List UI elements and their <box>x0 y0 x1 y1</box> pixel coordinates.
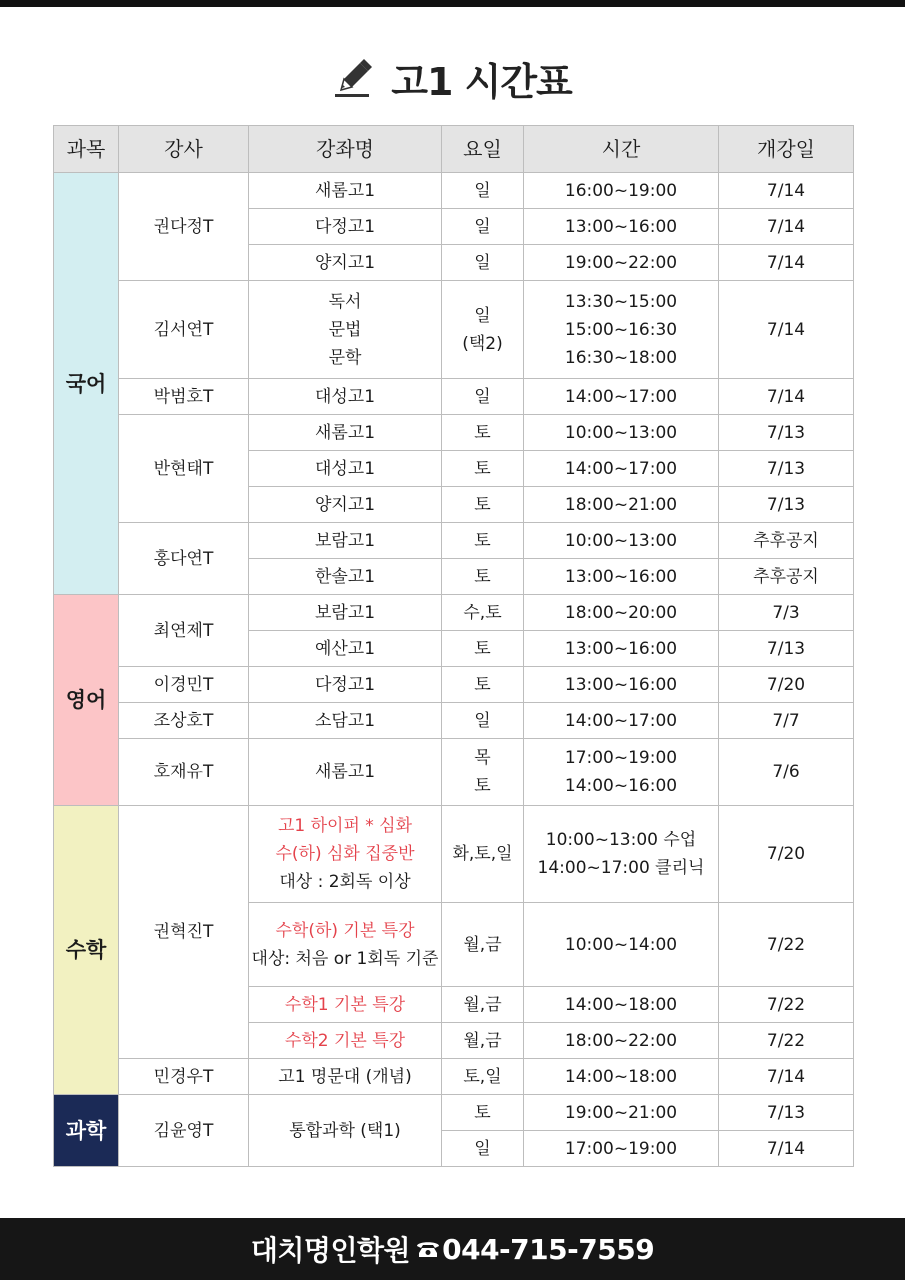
time-cell: 19:00~22:00 <box>524 245 719 281</box>
time-cell: 13:00~16:00 <box>524 631 719 667</box>
day-cell <box>442 281 524 379</box>
start-cell: 7/22 <box>719 903 854 987</box>
header-day: 요일 <box>442 126 524 173</box>
start-cell: 7/14 <box>719 173 854 209</box>
top-bar <box>0 0 905 7</box>
start-cell: 7/22 <box>719 987 854 1023</box>
start-cell: 7/14 <box>719 1131 854 1167</box>
time-line: 14:00~16:00 <box>564 776 678 796</box>
course-cell: 새롬고1 <box>249 173 442 209</box>
teacher-cell: 김서연T <box>119 281 249 379</box>
teacher-cell: 홍다연T <box>119 523 249 595</box>
time-cell <box>524 739 719 806</box>
table-row <box>54 1059 854 1095</box>
table-row <box>54 703 854 739</box>
time-cell: 14:00~18:00 <box>524 1059 719 1095</box>
time-cell: 18:00~21:00 <box>524 487 719 523</box>
time-cell: 14:00~17:00 <box>524 379 719 415</box>
start-cell: 7/14 <box>719 245 854 281</box>
start-cell: 7/14 <box>719 379 854 415</box>
subject-korean: 국어 <box>54 173 119 595</box>
day-line: 일 <box>474 305 491 326</box>
course-cell: 양지고1 <box>249 487 442 523</box>
day-cell: 토 <box>442 631 524 667</box>
day-cell: 일 <box>442 703 524 739</box>
course-cell: 새롬고1 <box>249 415 442 451</box>
teacher-cell: 권혁진T <box>119 806 249 1059</box>
time-line: 14:00~17:00 클리닉 <box>537 858 705 878</box>
day-line: 목 <box>474 748 491 768</box>
time-cell: 17:00~19:00 <box>524 1131 719 1167</box>
course-cell: 한솔고1 <box>249 559 442 595</box>
header-teacher: 강사 <box>119 126 249 173</box>
title-text: 고1 시간표 <box>391 59 572 104</box>
day-cell: 토 <box>442 523 524 559</box>
day-cell: 일 <box>442 245 524 281</box>
start-cell: 7/13 <box>719 487 854 523</box>
phone-number: 044-715-7559 <box>442 1232 655 1266</box>
time-cell: 13:00~16:00 <box>524 667 719 703</box>
header-course: 강좌명 <box>249 126 442 173</box>
day-cell: 일 <box>442 1131 524 1167</box>
time-cell: 13:00~16:00 <box>524 209 719 245</box>
table-row <box>54 523 854 559</box>
course-cell <box>249 903 442 987</box>
course-highlight-line: 고1 하이퍼 * 심화 <box>277 816 413 836</box>
header-start: 개강일 <box>719 126 854 173</box>
teacher-cell: 반현태T <box>119 415 249 523</box>
start-cell: 7/14 <box>719 209 854 245</box>
course-line: 문법 <box>328 319 362 340</box>
day-cell: 일 <box>442 209 524 245</box>
table-row <box>54 595 854 631</box>
day-cell: 토 <box>442 451 524 487</box>
subject-english: 영어 <box>54 595 119 806</box>
day-cell: 일 <box>442 173 524 209</box>
page-title <box>0 48 905 108</box>
start-cell: 7/13 <box>719 1095 854 1131</box>
course-cell <box>249 987 442 1023</box>
course-cell: 소담고1 <box>249 703 442 739</box>
teacher-cell: 조상호T <box>119 703 249 739</box>
teacher-cell: 박범호T <box>119 379 249 415</box>
course-cell: 통합과학 (택1) <box>249 1095 442 1167</box>
pencil-icon <box>333 58 373 98</box>
course-highlight-line: 수학2 기본 특강 <box>284 1030 406 1051</box>
teacher-cell: 최연제T <box>119 595 249 667</box>
teacher-cell: 민경우T <box>119 1059 249 1095</box>
time-line: 17:00~19:00 <box>564 748 678 768</box>
day-cell: 토 <box>442 667 524 703</box>
phone-icon <box>416 1239 440 1259</box>
day-cell: 일 <box>442 379 524 415</box>
course-line: 독서 <box>328 291 362 312</box>
table-row <box>54 173 854 209</box>
start-cell: 7/22 <box>719 1023 854 1059</box>
time-cell: 14:00~18:00 <box>524 987 719 1023</box>
table-row <box>54 806 854 903</box>
time-line: 10:00~13:00 수업 <box>545 830 697 850</box>
day-cell: 수,토 <box>442 595 524 631</box>
time-cell <box>524 806 719 903</box>
start-cell: 7/13 <box>719 631 854 667</box>
course-cell <box>249 1023 442 1059</box>
course-highlight-line: 수(하) 심화 집중반 <box>275 844 415 864</box>
table-row <box>54 281 854 379</box>
footer-bar <box>0 1218 905 1280</box>
academy-name: 대치명인학원 <box>250 1234 411 1267</box>
start-cell: 7/20 <box>719 667 854 703</box>
header-subject: 과목 <box>54 126 119 173</box>
start-cell: 7/20 <box>719 806 854 903</box>
header-time: 시간 <box>524 126 719 173</box>
course-target-line: 대상 : 2회독 이상 <box>279 872 411 892</box>
time-line: 16:30~18:00 <box>564 347 678 368</box>
time-cell: 10:00~14:00 <box>524 903 719 987</box>
course-cell: 대성고1 <box>249 451 442 487</box>
start-cell: 추후공지 <box>719 523 854 559</box>
subject-math: 수학 <box>54 806 119 1095</box>
time-cell: 13:00~16:00 <box>524 559 719 595</box>
start-cell: 7/6 <box>719 739 854 806</box>
course-highlight-line: 수학(하) 기본 특강 <box>275 920 415 941</box>
day-cell: 토 <box>442 1095 524 1131</box>
course-cell: 다정고1 <box>249 209 442 245</box>
course-cell: 새롬고1 <box>249 739 442 806</box>
day-cell <box>442 739 524 806</box>
time-cell <box>524 281 719 379</box>
teacher-cell: 김윤영T <box>119 1095 249 1167</box>
course-cell: 보람고1 <box>249 595 442 631</box>
time-cell: 18:00~22:00 <box>524 1023 719 1059</box>
table-row <box>54 739 854 806</box>
start-cell: 7/14 <box>719 1059 854 1095</box>
course-cell <box>249 806 442 903</box>
start-cell: 7/13 <box>719 451 854 487</box>
table-row <box>54 667 854 703</box>
day-line: (택2) <box>462 333 503 354</box>
start-cell: 7/7 <box>719 703 854 739</box>
course-cell: 고1 명문대 (개념) <box>249 1059 442 1095</box>
table-row <box>54 1095 854 1131</box>
course-cell: 보람고1 <box>249 523 442 559</box>
table-row <box>54 379 854 415</box>
day-line: 토 <box>474 776 491 796</box>
start-cell: 추후공지 <box>719 559 854 595</box>
course-cell: 다정고1 <box>249 667 442 703</box>
course-cell: 양지고1 <box>249 245 442 281</box>
course-highlight-line: 수학1 기본 특강 <box>284 994 406 1015</box>
time-cell: 10:00~13:00 <box>524 523 719 559</box>
day-cell: 토 <box>442 415 524 451</box>
day-cell: 화,토,일 <box>442 806 524 903</box>
schedule-table <box>53 125 854 1167</box>
day-cell: 월,금 <box>442 903 524 987</box>
time-cell: 19:00~21:00 <box>524 1095 719 1131</box>
table-row <box>54 415 854 451</box>
time-cell: 18:00~20:00 <box>524 595 719 631</box>
day-cell: 토,일 <box>442 1059 524 1095</box>
day-cell: 토 <box>442 559 524 595</box>
header-row <box>54 126 854 173</box>
course-cell: 대성고1 <box>249 379 442 415</box>
course-target-line: 대상: 처음 or 1회독 기준 <box>251 948 439 969</box>
time-cell: 16:00~19:00 <box>524 173 719 209</box>
day-cell: 월,금 <box>442 987 524 1023</box>
time-line: 13:30~15:00 <box>564 291 678 312</box>
subject-science: 과학 <box>54 1095 119 1167</box>
time-cell: 10:00~13:00 <box>524 415 719 451</box>
time-line: 15:00~16:30 <box>564 319 678 340</box>
course-cell <box>249 281 442 379</box>
teacher-cell: 권다정T <box>119 173 249 281</box>
start-cell: 7/13 <box>719 415 854 451</box>
course-line: 문학 <box>328 347 362 368</box>
time-cell: 14:00~17:00 <box>524 451 719 487</box>
start-cell: 7/14 <box>719 281 854 379</box>
day-cell: 토 <box>442 487 524 523</box>
teacher-cell: 이경민T <box>119 667 249 703</box>
start-cell: 7/3 <box>719 595 854 631</box>
teacher-cell: 호재유T <box>119 739 249 806</box>
day-cell: 월,금 <box>442 1023 524 1059</box>
time-cell: 14:00~17:00 <box>524 703 719 739</box>
course-cell: 예산고1 <box>249 631 442 667</box>
